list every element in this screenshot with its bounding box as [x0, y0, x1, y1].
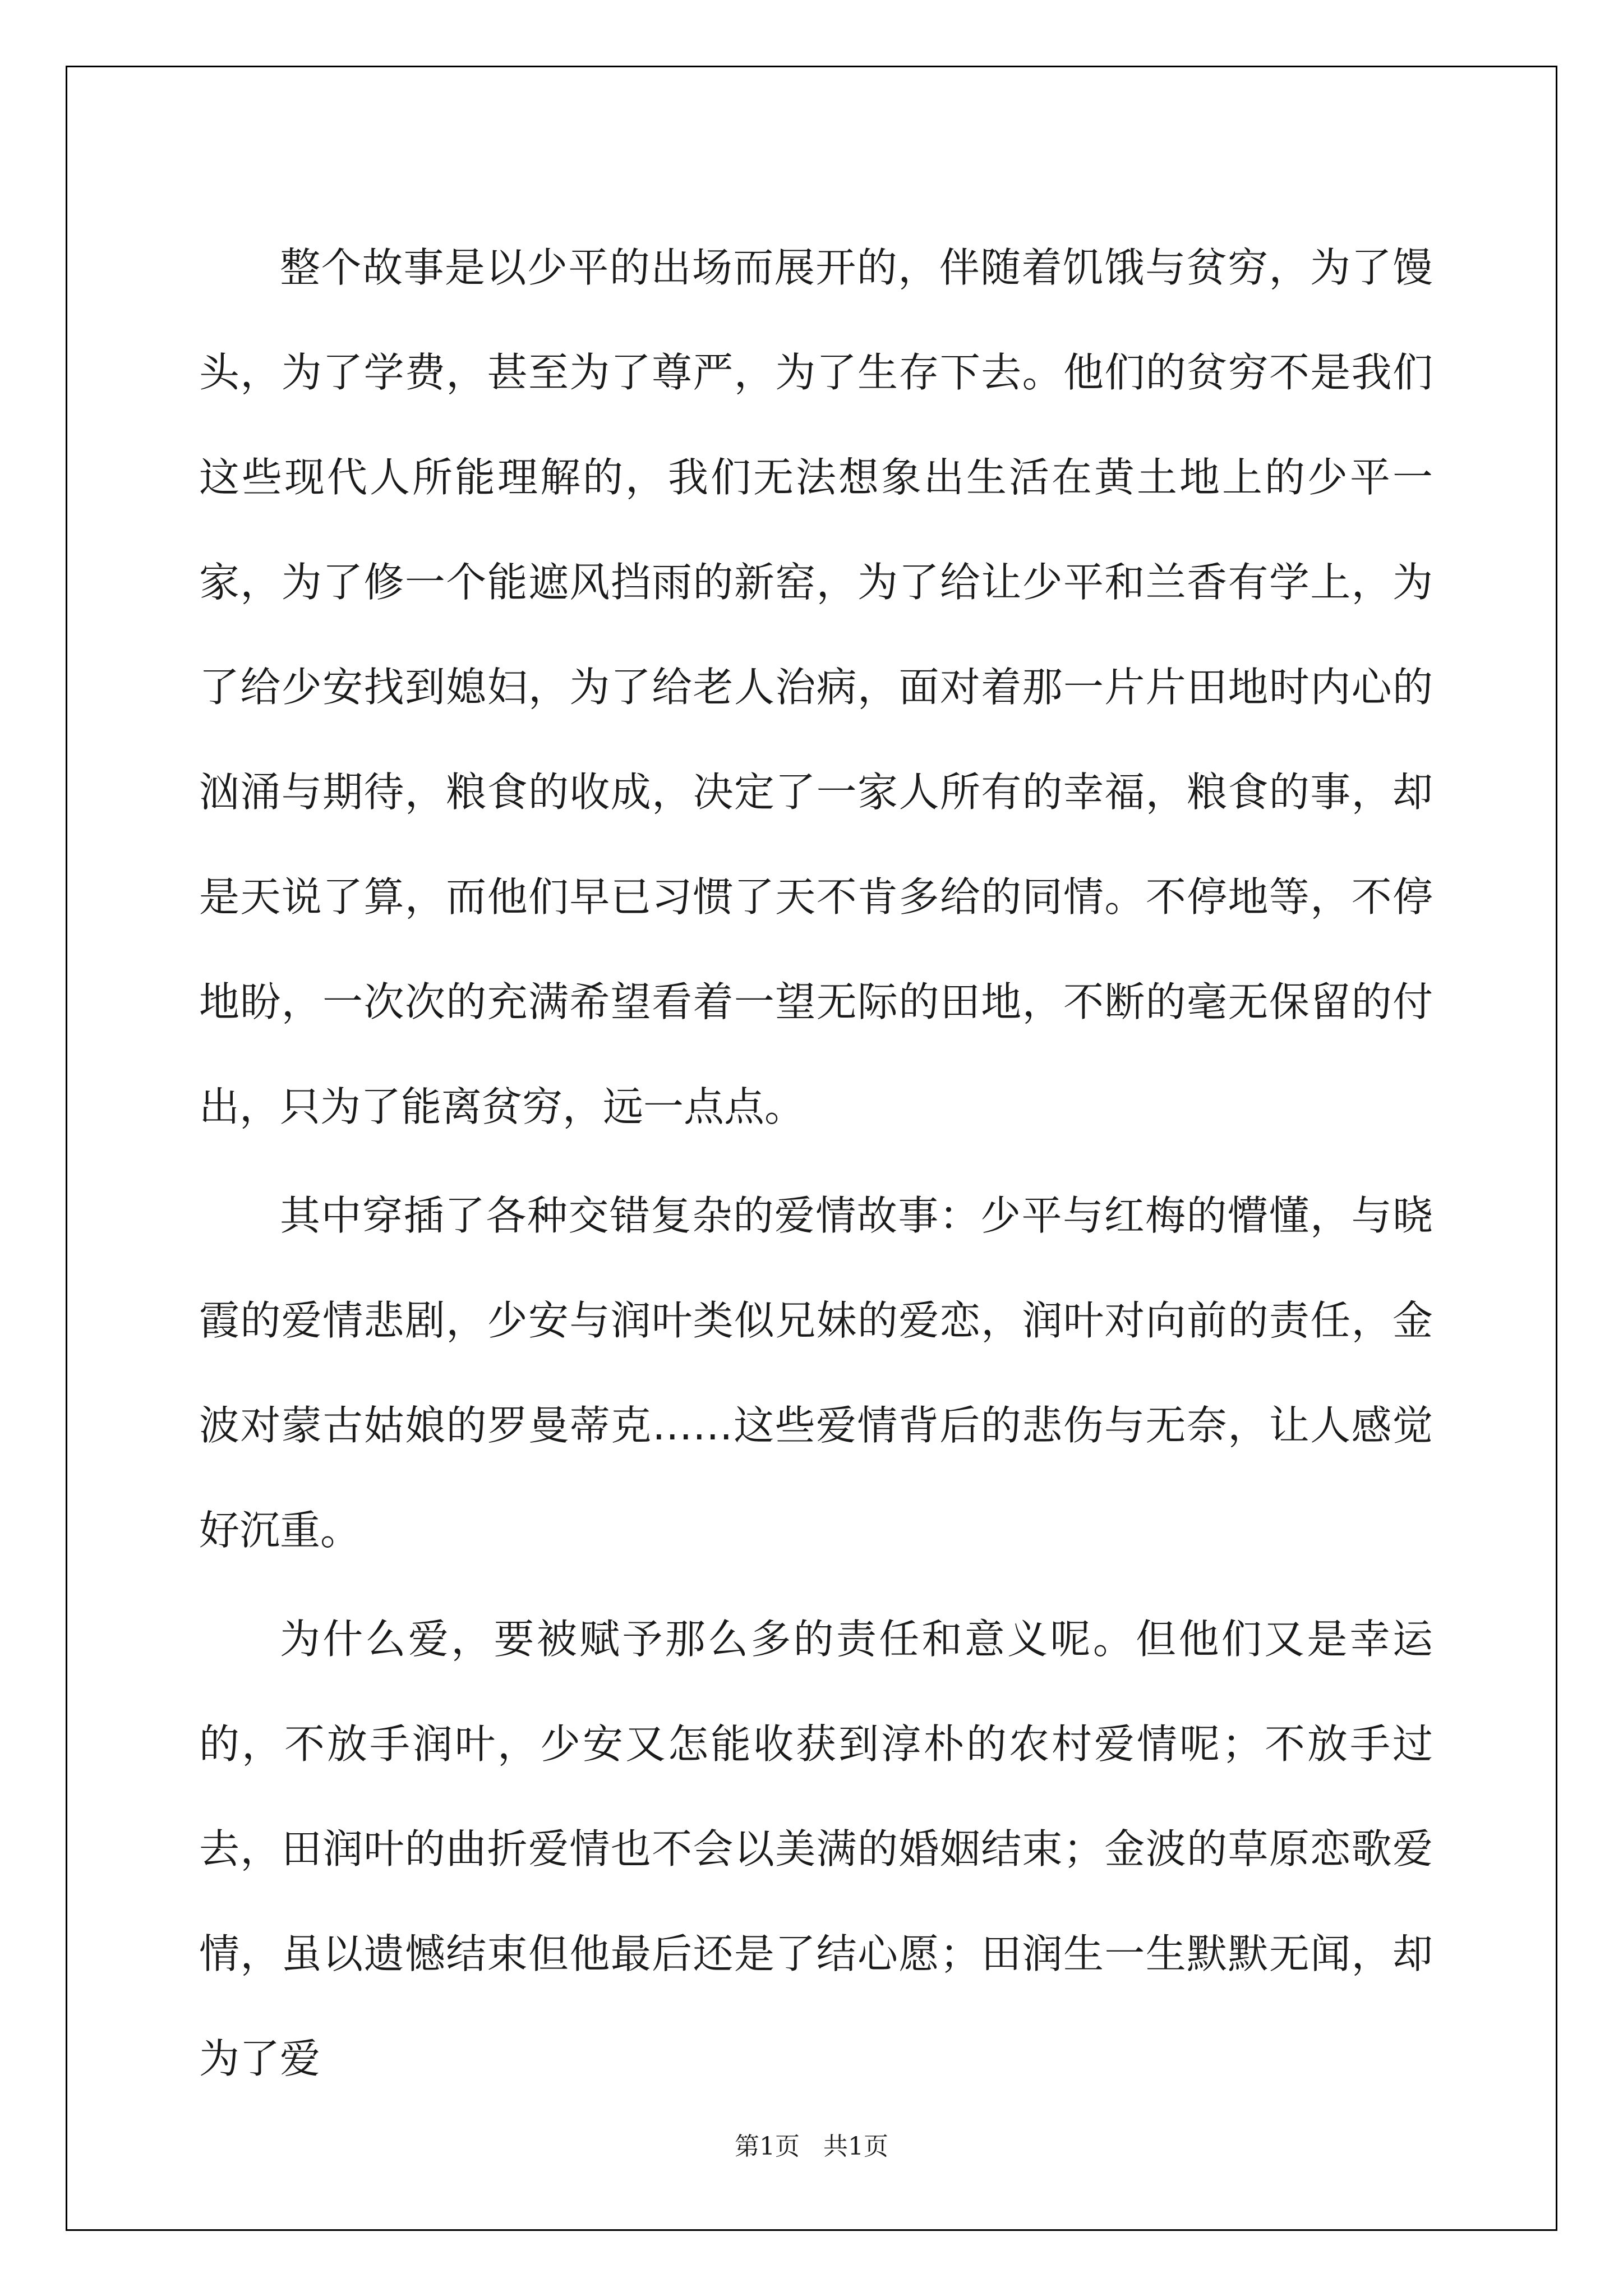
paragraph-3: 为什么爱，要被赋予那么多的责任和意义呢。但他们又是幸运的，不放手润叶，少安又怎能收获到淳朴的农村爱情呢；不放手过去，田润叶的曲折爱情也不会以美满的婚姻结束；金波的草原恋歌爱情，虽以遗憾结束但他最后还是了结心愿；田润生一生默默无闻，却为了爱 — [199, 1616, 1433, 2082]
document-body — [199, 215, 1433, 2115]
paragraph-1: 整个故事是以少平的出场而展开的，伴随着饥饿与贫穷，为了馒头，为了学费，甚至为了尊严，为了生存下去。他们的贫穷不是我们这些现代人所能理解的，我们无法想象出生活在黄土地上的少平一家，为了修一个能遮风挡雨的新窑，为了给让少平和兰香有学上，为了给少安找到媳妇，为了给老人治病，面对着那一片片田地时内心的汹涌与期待，粮食的收成，决定了一家人所有的幸福，粮食的事，却是天说了算，而他们早已习惯了天不肯多给的同情。不停地等，不停地盼，一次次的充满希望看着一望无际的田地，不断的毫无保留的付出，只为了能离贫穷，远一点点。 — [199, 244, 1433, 1130]
page-footer: 第1页 共1页 — [735, 2132, 888, 2161]
paragraph-2: 其中穿插了各种交错复杂的爱情故事：少平与红梅的懵懂，与晓霞的爱情悲剧，少安与润叶类似兄妹的爱恋，润叶对向前的责任，金波对蒙古姑娘的罗曼蒂克……这些爱情背后的悲伤与无奈，让人感觉好沉重。 — [199, 1192, 1433, 1554]
